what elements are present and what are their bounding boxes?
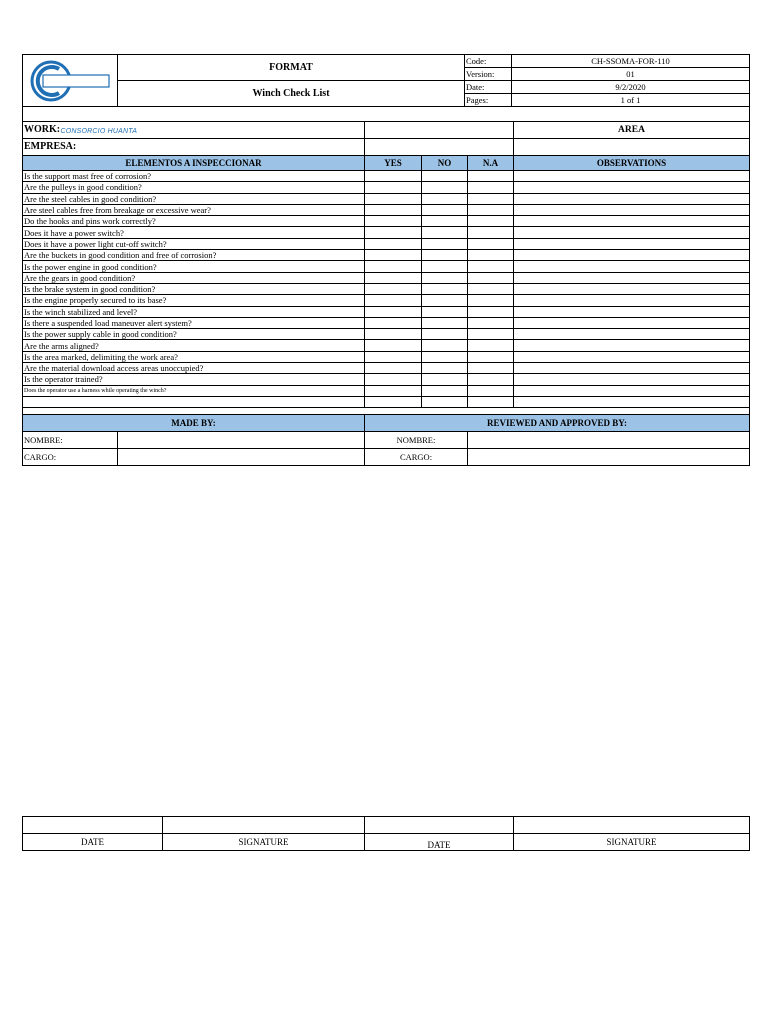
- empresa-field[interactable]: [365, 139, 514, 156]
- na-cell[interactable]: [468, 306, 514, 317]
- company-logo: CONSORCIO HUANTA: [24, 56, 116, 106]
- table-row: [23, 374, 750, 385]
- observations-cell[interactable]: [514, 182, 750, 193]
- yes-cell[interactable]: [365, 171, 422, 182]
- observations-cell[interactable]: [514, 272, 750, 283]
- meta-label-version: Version:: [465, 68, 512, 81]
- no-cell[interactable]: [422, 317, 468, 328]
- no-cell[interactable]: [422, 238, 468, 249]
- checklist-question: Does the operator use a harness while operating the winch?: [23, 385, 365, 396]
- table-row: [23, 227, 750, 238]
- made-signature-label: SIGNATURE: [163, 834, 365, 851]
- yes-cell[interactable]: [365, 272, 422, 283]
- observations-cell[interactable]: [514, 193, 750, 204]
- table-row: [23, 204, 750, 215]
- signature-table: [22, 816, 750, 851]
- yes-cell[interactable]: [365, 340, 422, 351]
- no-cell[interactable]: [422, 283, 468, 294]
- no-cell[interactable]: [422, 374, 468, 385]
- checklist-question: Is the support mast free of corrosion?: [23, 171, 365, 182]
- observations-cell[interactable]: [514, 329, 750, 340]
- na-cell[interactable]: [468, 295, 514, 306]
- checklist-question: Are the arms aligned?: [23, 340, 365, 351]
- observations-cell[interactable]: [514, 250, 750, 261]
- yes-cell[interactable]: [365, 329, 422, 340]
- made-by-nombre-label: NOMBRE:: [23, 432, 118, 448]
- made-by-cargo-field[interactable]: [118, 449, 364, 465]
- na-cell[interactable]: [468, 317, 514, 328]
- na-cell[interactable]: [468, 204, 514, 215]
- work-label: WORK:: [23, 122, 365, 139]
- checklist-question: Are the pulleys in good condition?: [23, 182, 365, 193]
- yes-cell[interactable]: [365, 238, 422, 249]
- table-row: [23, 182, 750, 193]
- yes-cell[interactable]: [365, 182, 422, 193]
- table-row: [23, 261, 750, 272]
- table-row: [23, 250, 750, 261]
- yes-cell[interactable]: [365, 363, 422, 374]
- na-cell[interactable]: [468, 272, 514, 283]
- format-label: FORMAT: [118, 55, 465, 81]
- reviewed-nombre-field[interactable]: [468, 432, 750, 449]
- checklist-question: Is the area marked, delimiting the work area?: [23, 351, 365, 362]
- checklist-items: [23, 171, 750, 397]
- na-cell[interactable]: [468, 283, 514, 294]
- checklist-question: Is the power supply cable in good condition?: [23, 329, 365, 340]
- observations-cell[interactable]: [514, 351, 750, 362]
- observations-cell[interactable]: [514, 363, 750, 374]
- na-cell[interactable]: [468, 216, 514, 227]
- checklist-question: Are the gears in good condition?: [23, 272, 365, 283]
- table-row: [23, 351, 750, 362]
- na-cell[interactable]: [468, 238, 514, 249]
- checklist-question: Are the steel cables in good condition?: [23, 193, 365, 204]
- made-by-cargo-row: [23, 449, 365, 466]
- table-row: [23, 329, 750, 340]
- table-row: [23, 171, 750, 182]
- yes-cell[interactable]: [365, 317, 422, 328]
- document-title: Winch Check List: [118, 81, 465, 107]
- na-cell[interactable]: [468, 374, 514, 385]
- meta-value-version: 01: [512, 68, 750, 81]
- checklist-question: Is there a suspended load maneuver alert system?: [23, 317, 365, 328]
- observations-cell[interactable]: [514, 295, 750, 306]
- checklist-question: Are steel cables free from breakage or excessive wear?: [23, 204, 365, 215]
- no-cell[interactable]: [422, 250, 468, 261]
- table-row: [23, 272, 750, 283]
- work-field[interactable]: [365, 122, 514, 139]
- table-row: [23, 216, 750, 227]
- empresa-label: EMPRESA:: [23, 139, 365, 156]
- observations-cell[interactable]: [514, 261, 750, 272]
- observations-cell[interactable]: [514, 238, 750, 249]
- observations-cell[interactable]: [514, 340, 750, 351]
- no-cell[interactable]: [422, 204, 468, 215]
- observations-cell[interactable]: [514, 171, 750, 182]
- yes-cell[interactable]: [365, 193, 422, 204]
- observations-cell[interactable]: [514, 317, 750, 328]
- table-row: [23, 295, 750, 306]
- no-cell[interactable]: [422, 340, 468, 351]
- column-header-observations: OBSERVATIONS: [514, 156, 750, 171]
- meta-value-code: CH-SSOMA-FOR-110: [512, 55, 750, 68]
- area-field[interactable]: [514, 139, 750, 156]
- made-by-header: MADE BY:: [23, 415, 365, 432]
- column-header-na: N.A: [468, 156, 514, 171]
- area-label: AREA: [514, 122, 750, 139]
- spacer-row-2: [23, 408, 750, 415]
- no-cell[interactable]: [422, 272, 468, 283]
- checklist-question: Does it have a power light cut-off switch?: [23, 238, 365, 249]
- yes-cell[interactable]: [365, 261, 422, 272]
- column-header-no: NO: [422, 156, 468, 171]
- table-row: [23, 340, 750, 351]
- na-cell[interactable]: [468, 182, 514, 193]
- yes-cell[interactable]: [365, 385, 422, 396]
- reviewed-cargo-label: CARGO:: [365, 449, 468, 466]
- na-cell[interactable]: [468, 261, 514, 272]
- yes-cell[interactable]: [365, 216, 422, 227]
- reviewed-cargo-field[interactable]: [468, 449, 750, 466]
- meta-value-pages: 1 of 1: [512, 94, 750, 107]
- yes-cell[interactable]: [365, 351, 422, 362]
- column-header-elements: ELEMENTOS A INSPECCIONAR: [23, 156, 365, 171]
- na-cell[interactable]: [468, 227, 514, 238]
- yes-cell[interactable]: [365, 374, 422, 385]
- no-cell[interactable]: [422, 193, 468, 204]
- table-row: [23, 283, 750, 294]
- checklist-question: Is the brake system in good condition?: [23, 283, 365, 294]
- reviewed-date-field[interactable]: [365, 817, 514, 834]
- reviewed-signature-label: SIGNATURE: [514, 834, 750, 851]
- reviewed-signature-field[interactable]: [514, 817, 750, 834]
- table-row: [23, 317, 750, 328]
- observations-cell[interactable]: [514, 385, 750, 396]
- table-row: [23, 306, 750, 317]
- blank-row: [23, 396, 365, 407]
- checklist-question: Is the winch stabilized and level?: [23, 306, 365, 317]
- observations-cell[interactable]: [514, 204, 750, 215]
- checklist-question: Is the power engine in good condition?: [23, 261, 365, 272]
- observations-cell[interactable]: [514, 216, 750, 227]
- no-cell[interactable]: [422, 351, 468, 362]
- spacer-row: [23, 107, 750, 122]
- na-cell[interactable]: [468, 171, 514, 182]
- yes-cell[interactable]: [365, 227, 422, 238]
- consorcio-huanta-logo-icon: [29, 59, 111, 103]
- check-table: [22, 106, 750, 466]
- table-row: [23, 363, 750, 374]
- table-row: [23, 193, 750, 204]
- checklist-question: Are the buckets in good condition and free of corrosion?: [23, 250, 365, 261]
- na-cell[interactable]: [468, 340, 514, 351]
- no-cell[interactable]: [422, 171, 468, 182]
- no-cell[interactable]: [422, 385, 468, 396]
- no-cell[interactable]: [422, 227, 468, 238]
- observations-cell[interactable]: [514, 283, 750, 294]
- na-cell[interactable]: [468, 329, 514, 340]
- checklist-question: Are the material download access areas unoccupied?: [23, 363, 365, 374]
- made-by-nombre-field[interactable]: [118, 432, 364, 448]
- reviewed-date-label: DATE: [365, 834, 514, 851]
- observations-cell[interactable]: [514, 306, 750, 317]
- meta-value-date: 9/2/2020: [512, 81, 750, 94]
- made-date-field[interactable]: [23, 817, 163, 834]
- checklist-question: Does it have a power switch?: [23, 227, 365, 238]
- meta-label-pages: Pages:: [465, 94, 512, 107]
- no-cell[interactable]: [422, 216, 468, 227]
- reviewed-nombre-label: NOMBRE:: [365, 432, 468, 449]
- made-signature-field[interactable]: [163, 817, 365, 834]
- no-cell[interactable]: [422, 295, 468, 306]
- checklist-question: Is the engine properly secured to its base?: [23, 295, 365, 306]
- no-cell[interactable]: [422, 329, 468, 340]
- no-cell[interactable]: [422, 261, 468, 272]
- yes-cell[interactable]: [365, 306, 422, 317]
- column-header-yes: YES: [365, 156, 422, 171]
- checklist-question: Is the operator trained?: [23, 374, 365, 385]
- yes-cell[interactable]: [365, 283, 422, 294]
- table-row: [23, 238, 750, 249]
- reviewed-by-header: REVIEWED AND APPROVED BY:: [365, 415, 750, 432]
- checklist-question: Do the hooks and pins work correctly?: [23, 216, 365, 227]
- made-by-cargo-label: CARGO:: [23, 449, 118, 465]
- meta-label-date: Date:: [465, 81, 512, 94]
- no-cell[interactable]: [422, 306, 468, 317]
- na-cell[interactable]: [468, 193, 514, 204]
- made-date-label: DATE: [23, 834, 163, 851]
- na-cell[interactable]: [468, 363, 514, 374]
- yes-cell[interactable]: [365, 204, 422, 215]
- yes-cell[interactable]: [365, 250, 422, 261]
- yes-cell[interactable]: [365, 295, 422, 306]
- na-cell[interactable]: [468, 250, 514, 261]
- na-cell[interactable]: [468, 385, 514, 396]
- made-by-nombre-row: [23, 432, 365, 449]
- meta-label-code: Code:: [465, 55, 512, 68]
- table-row: [23, 385, 750, 396]
- no-cell[interactable]: [422, 182, 468, 193]
- no-cell[interactable]: [422, 363, 468, 374]
- observations-cell[interactable]: [514, 374, 750, 385]
- na-cell[interactable]: [468, 351, 514, 362]
- observations-cell[interactable]: [514, 227, 750, 238]
